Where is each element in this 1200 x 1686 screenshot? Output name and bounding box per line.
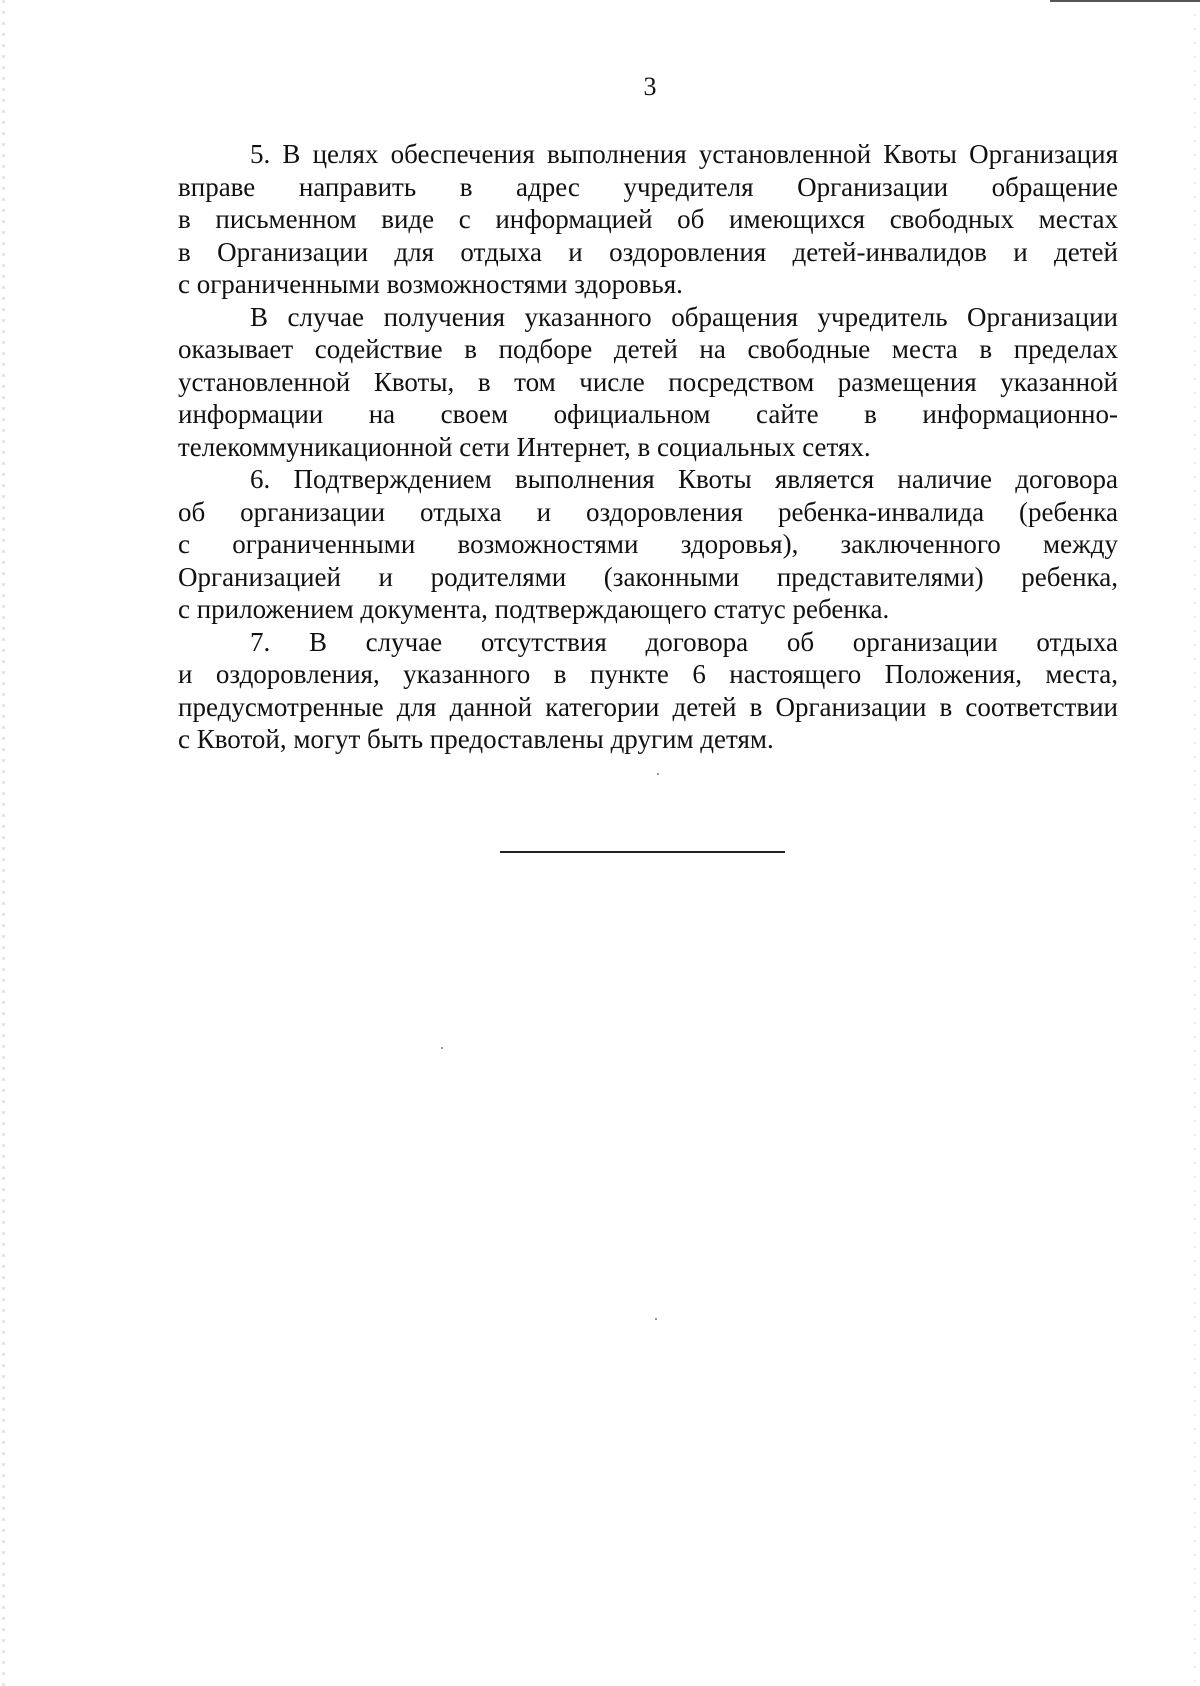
text-line: в письменном виде с информацией об имеющихся свободных местах [178, 204, 1118, 234]
text-line: Организацией и родителями (законными представителями) ребенка, [178, 561, 1118, 592]
scan-top-edge [1050, 0, 1200, 2]
scan-speck [441, 1047, 443, 1049]
end-of-document-rule [500, 851, 785, 853]
text-line: предусмотренные для данной категории детей в Организации в соответствии [178, 691, 1118, 722]
paragraph-6 [178, 463, 1118, 626]
text-line: в Организации для отдыха и оздоровления детей-инвалидов и детей [178, 236, 1118, 267]
text-line: с приложением документа, подтверждающего статус ребенка. [178, 594, 890, 624]
text-line: информации на своем официальном сайте в информационно- [178, 399, 1118, 429]
paragraph-5 [178, 138, 1118, 301]
text-line: и оздоровления, указанного в пункте 6 настоящего Положения, места, [178, 659, 1118, 689]
text-line: 6. Подтверждением выполнения Квоты является наличие договора [250, 464, 1118, 494]
scan-edge-right [1194, 0, 1196, 1686]
text-line: телекоммуникационной сети Интернет, в социальных сетях. [178, 431, 871, 462]
text-line: об организации отдыха и оздоровления ребенка-инвалида (ребенка [178, 496, 1118, 527]
paragraph-7 [178, 626, 1118, 756]
text-line: вправе направить в адрес учредителя Организации обращение [178, 171, 1118, 202]
text-line: оказывает содействие в подборе детей на свободные места в пределах [178, 334, 1118, 364]
text-line: с Квотой, могут быть предоставлены другим детям. [178, 724, 774, 754]
scan-edge-left [2, 0, 5, 1686]
text-line: с ограниченными возможностями здоровья. [178, 269, 683, 299]
document-body [178, 138, 1118, 756]
scan-speck [655, 1318, 657, 1320]
text-line: с ограниченными возможностями здоровья), заключенного между [178, 529, 1118, 559]
text-line: установленной Квоты, в том числе посредством размещения указанной [178, 366, 1118, 397]
scan-speck [657, 773, 659, 775]
text-line: 7. В случае отсутствия договора об организации отдыха [250, 626, 1118, 657]
paragraph-5-continuation [178, 301, 1118, 464]
page-number: 3 [643, 72, 657, 101]
text-line: 5. В целях обеспечения выполнения установленной Квоты Организация [250, 139, 1118, 169]
text-line: В случае получения указанного обращения учредитель Организации [250, 301, 1118, 332]
